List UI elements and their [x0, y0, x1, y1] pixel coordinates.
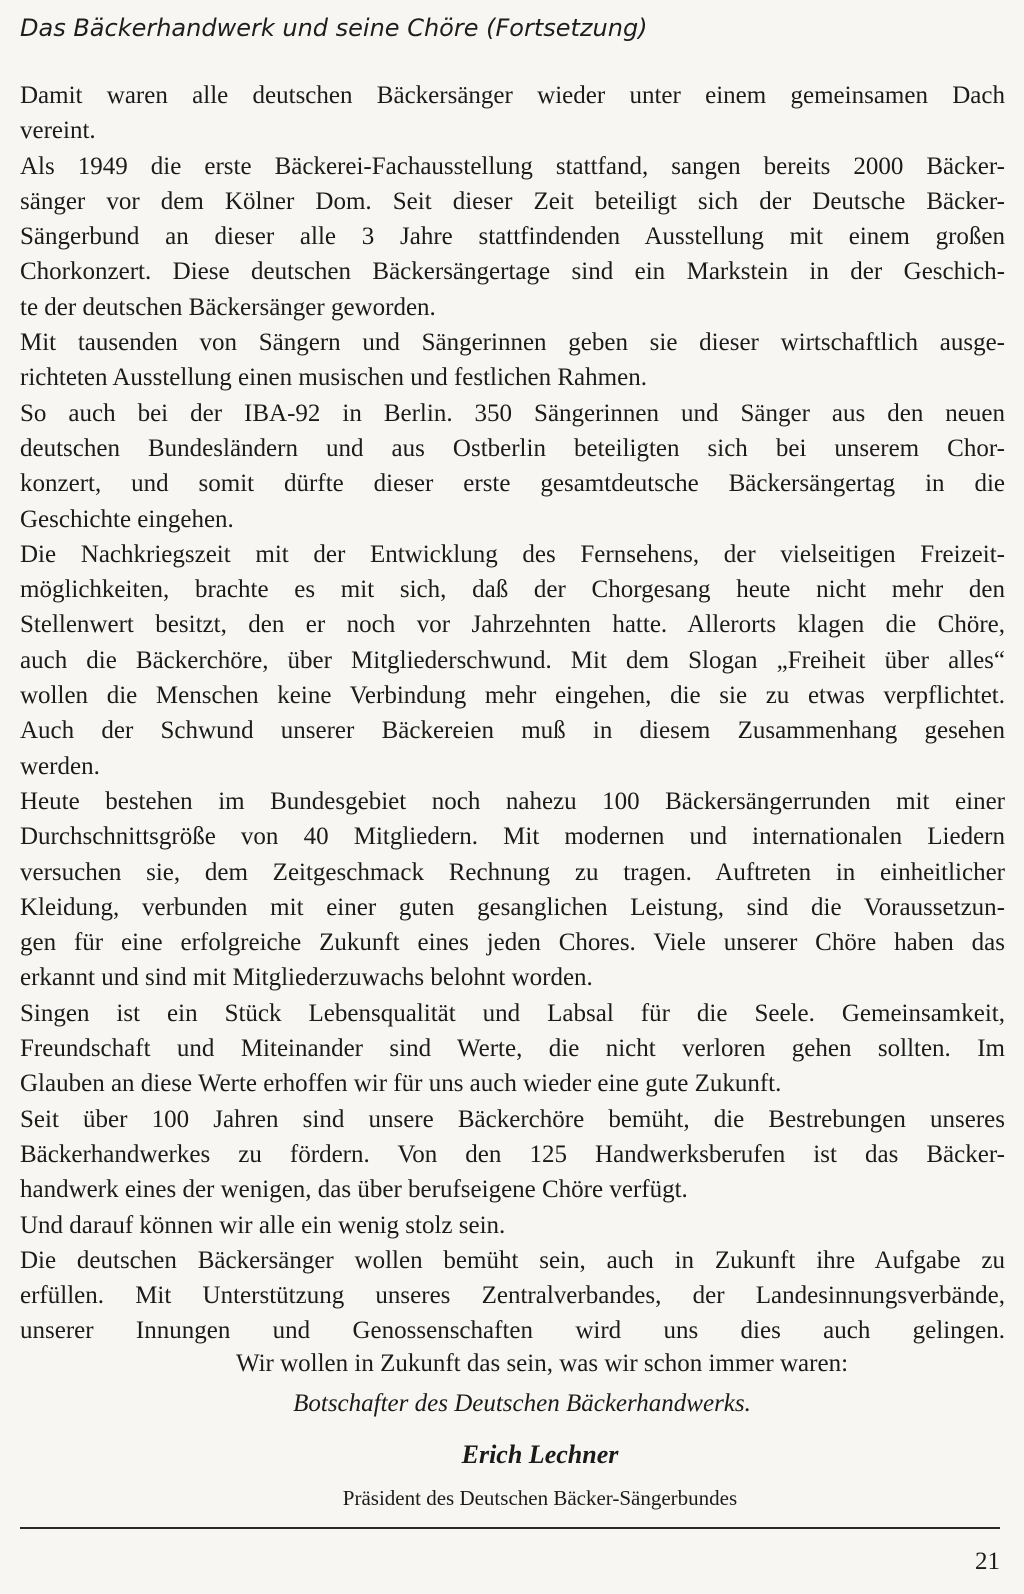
text-line: Auch der Schwund unserer Bäckereien muß in diesem Zusammenhang gesehen [20, 717, 1005, 745]
text-line: Die Nachkriegszeit mit der Entwicklung des Fernsehens, der vielseitigen Freizeit- [20, 540, 1005, 568]
text-line: gen für eine erfolgreiche Zukunft eines jeden Chores. Viele unserer Chöre haben das [20, 929, 1005, 957]
text-line: möglichkeiten, brachte es mit sich, daß der Chorgesang heute nicht mehr den [20, 576, 1005, 604]
page-title: Das Bäckerhandwerk und seine Chöre (Fortsetzung) [20, 14, 648, 42]
text-line: wollen die Menschen keine Verbindung mehr eingehen, die sie zu etwas verpflichtet. [20, 682, 1005, 710]
text-line: werden. [20, 752, 100, 780]
footer-rule [20, 1527, 1000, 1529]
signature-title: Präsident des Deutschen Bäcker-Sängerbundes [342, 1486, 738, 1510]
text-line: So auch bei der IBA-92 in Berlin. 350 Sängerinnen und Sänger aus den neuen [20, 399, 1005, 427]
text-line: Chorkonzert. Diese deutschen Bäckersängertage sind ein Markstein in der Geschich- [20, 258, 1005, 286]
text-line: Geschichte eingehen. [20, 505, 234, 533]
text-line: unserer Innungen und Genossenschaften wird uns dies auch gelingen. [20, 1317, 1005, 1345]
body-text [20, 78, 1005, 1349]
text-line: te der deutschen Bäckersänger geworden. [20, 293, 436, 321]
text-line: Als 1949 die erste Bäckerei-Fachausstellung stattfand, sangen bereits 2000 Bäcker- [20, 152, 1005, 180]
page-number: 21 [975, 1548, 1000, 1575]
text-line: konzert, und somit dürfte dieser erste gesamtdeutsche Bäckersängertag in die [20, 470, 1005, 498]
text-line: Glauben an diese Werte erhoffen wir für uns auch wieder eine gute Zukunft. [20, 1070, 782, 1098]
text-line: Sängerbund an dieser alle 3 Jahre stattfindenden Ausstellung mit einem großen [20, 223, 1005, 251]
text-line: sänger vor dem Kölner Dom. Seit dieser Zeit beteiligt sich der Deutsche Bäcker- [20, 187, 1005, 215]
signature-name: Erich Lechner [461, 1440, 619, 1469]
text-line: Mit tausenden von Sängern und Sängerinnen geben sie dieser wirtschaftlich ausge- [20, 329, 1005, 357]
text-line: Bäckerhandwerkes zu fördern. Von den 125 Handwerksberufen ist das Bäcker- [20, 1140, 1005, 1168]
text-line: erkannt und sind mit Mitgliederzuwachs belohnt worden. [20, 964, 593, 992]
text-line: Und darauf können wir alle ein wenig stolz sein. [20, 1211, 506, 1239]
text-line: Seit über 100 Jahren sind unsere Bäckerchöre bemüht, die Bestrebungen unseres [20, 1105, 1005, 1133]
text-line: handwerk eines der wenigen, das über berufseigene Chöre verfügt. [20, 1176, 688, 1204]
text-line: versuchen sie, dem Zeitgeschmack Rechnung zu tragen. Auftreten in einheitlicher [20, 858, 1005, 886]
closing-motto: Botschafter des Deutschen Bäckerhandwerks. [293, 1390, 751, 1417]
closing-line: Wir wollen in Zukunft das sein, was wir schon immer waren: [235, 1350, 849, 1377]
text-line: Damit waren alle deutschen Bäckersänger wieder unter einem gemeinsamen Dach [20, 82, 1005, 109]
text-line: Heute bestehen im Bundesgebiet noch nahezu 100 Bäckersängerrunden mit einer [20, 787, 1005, 815]
text-line: richteten Ausstellung einen musischen und festlichen Rahmen. [20, 364, 647, 392]
text-line: auch die Bäckerchöre, über Mitgliederschwund. Mit dem Slogan „Freiheit über alles“ [20, 646, 1005, 674]
text-line: Kleidung, verbunden mit einer guten gesanglichen Leistung, sind die Voraussetzun- [20, 893, 1005, 921]
text-line: deutschen Bundesländern und aus Ostberlin beteiligten sich bei unserem Chor- [20, 434, 1005, 462]
text-line: Singen ist ein Stück Lebensqualität und Labsal für die Seele. Gemeinsamkeit, [20, 999, 1005, 1027]
text-line: vereint. [20, 117, 96, 145]
text-line: Freundschaft und Miteinander sind Werte, die nicht verloren gehen sollten. Im [20, 1035, 1005, 1063]
text-line: erfüllen. Mit Unterstützung unseres Zentralverbandes, der Landesinnungsverbände, [20, 1282, 1005, 1310]
text-line: Stellenwert besitzt, den er noch vor Jahrzehnten hatte. Allerorts klagen die Chöre, [20, 611, 1005, 639]
text-line: Die deutschen Bäckersänger wollen bemüht sein, auch in Zukunft ihre Aufgabe zu [20, 1246, 1005, 1274]
text-line: Durchschnittsgröße von 40 Mitgliedern. Mit modernen und internationalen Liedern [20, 823, 1005, 851]
